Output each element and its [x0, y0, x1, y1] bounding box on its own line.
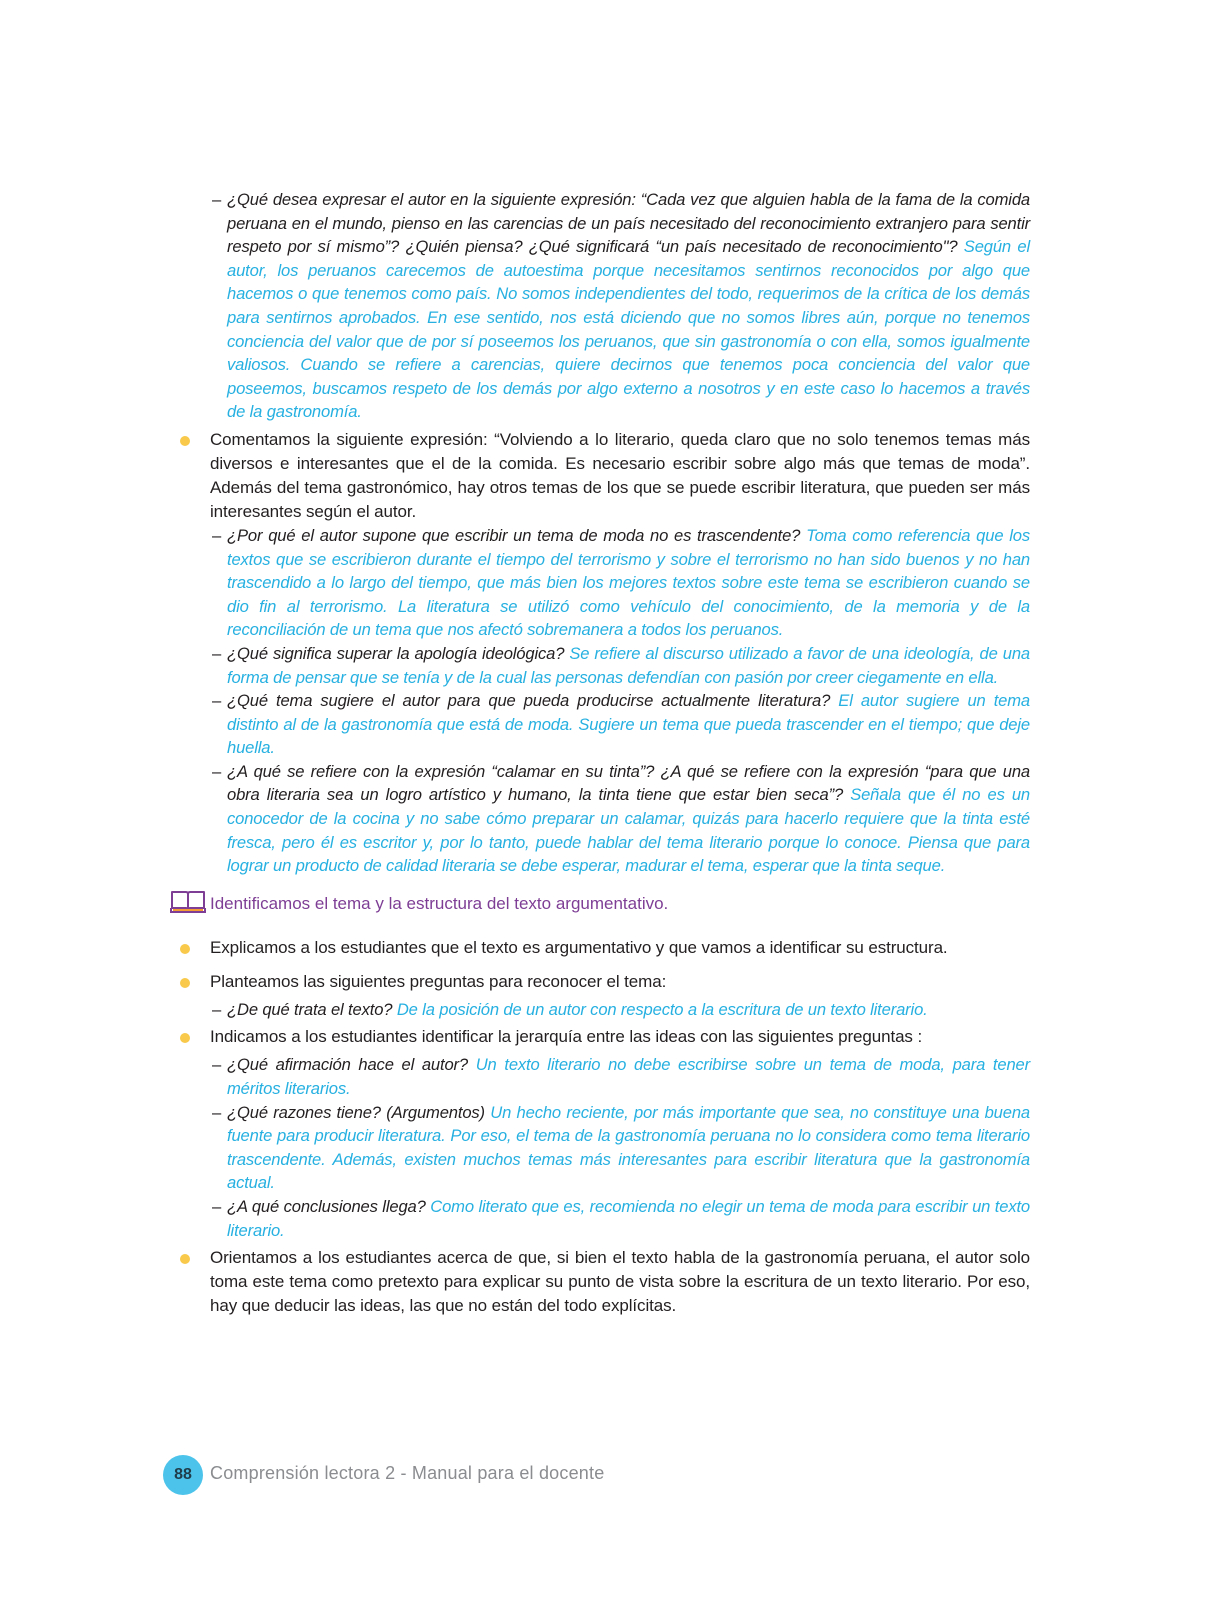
bullet-item [170, 970, 1030, 994]
question-item [170, 1101, 1030, 1195]
bullet-item [170, 1246, 1030, 1318]
question-text: ¿De qué trata el texto? [227, 999, 397, 1019]
open-book-icon [170, 888, 206, 914]
answer-text: De la posición de un autor con respecto a la escritura de un texto literario. [396, 999, 928, 1019]
bullet-text: Comentamos la siguiente expresión: “Volviendo a lo literario, queda claro que no solo tenemos temas más diversos e interesantes que el de la comida. Es necesario escribir sobre algo más que temas de moda”. Además del tema gastronómico, hay otros temas de los que se puede escribir literatura, que pueden ser más interesantes según el autor. [210, 429, 1030, 521]
question-item [170, 1053, 1030, 1100]
bullet-dot-icon [180, 978, 190, 988]
bullet-item [170, 936, 1030, 960]
main-content [170, 188, 1030, 1318]
bullet-item [170, 428, 1030, 524]
question-text: ¿Qué tema sugiere el autor para que pueda producirse actualmente literatura? [227, 691, 839, 711]
question-text: ¿A qué se refiere con la expresión “calamar en su tinta”? ¿A qué se refiere con la expresión “para que una obra literaria sea un logro artístico y humano, la tinta tiene que estar bien seca”? [227, 761, 1030, 805]
bullet-text: Indicamos a los estudiantes identificar la jerarquía entre las ideas con las siguientes preguntas : [210, 1027, 923, 1047]
question-text: ¿Qué afirmación hace el autor? [227, 1055, 476, 1075]
dash-marker: – [212, 525, 222, 545]
answer-text: Un texto literario no debe escribirse sobre un tema de moda, para tener méritos literarios. [227, 1055, 1030, 1099]
answer-text: Se refiere al discurso utilizado a favor de una ideología, de una forma de pensar que se tenía y de la cual las personas defendían con pasión por creer ciegamente en ella. [227, 643, 1030, 687]
question-item [170, 1195, 1030, 1242]
answer-text: Como literato que es, recomienda no elegir un tema de moda para escribir un texto literario. [227, 1197, 1031, 1240]
dash-marker: – [212, 1197, 222, 1216]
question-text: ¿Qué significa superar la apología ideológica? [227, 643, 570, 663]
bullet-dot-icon [180, 1033, 190, 1043]
section-heading [170, 892, 1030, 916]
question-item [170, 188, 1030, 424]
dash-marker: – [212, 1102, 222, 1122]
section-heading-text: Identificamos el tema y la estructura del texto argumentativo. [210, 893, 669, 913]
question-item [170, 998, 1030, 1022]
dash-marker: – [212, 999, 222, 1019]
bullet-item [170, 1025, 1030, 1049]
question-item [170, 760, 1030, 878]
answer-text: Toma como referencia que los textos que se escribieron durante el tiempo del terrorismo y sobre el terrorismo no han sido buenos y no han trascendido a lo largo del tiempo, que más bien los mejores textos sobre este tema se escribieron cuando se dio fin al terrorismo. La literatura se utilizó como vehículo del conocimiento, de la memoria y de la reconciliación de un tema que nos afectó sobremanera a todos los peruanos. [227, 525, 1030, 640]
bullet-text: Explicamos a los estudiantes que el texto es argumentativo y que vamos a identificar su estructura. [210, 937, 948, 957]
question-item [170, 689, 1030, 760]
answer-text: Señala que él no es un conocedor de la cocina y no sabe cómo preparar un calamar, quizás para hacerlo requiere que la tinta esté fresca, pero él es escritor y, por lo tanto, puede hablar del tema literario porque lo conoce. Piensa que para lograr un producto de calidad literaria se debe esperar, madurar el tema, esperar que la tinta seque. [227, 785, 1031, 876]
page-number-badge: 88 [163, 1455, 203, 1495]
answer-text: El autor sugiere un tema distinto al de la gastronomía que está de moda. Sugiere un tema que pueda trascender en el tiempo; que deje huella. [227, 691, 1030, 758]
question-item [170, 642, 1030, 689]
question-text: ¿Por qué el autor supone que escribir un tema de moda no es trascendente? [227, 525, 807, 545]
footer-title: Comprensión lectora 2 - Manual para el docente [210, 1463, 605, 1483]
dash-marker: – [212, 190, 222, 209]
dash-marker: – [212, 691, 222, 711]
bullet-text: Orientamos a los estudiantes acerca de que, si bien el texto habla de la gastronomía peruana, el autor solo toma este tema como pretexto para explicar su punto de vista sobre la escritura de un texto literario. Por eso, hay que deducir las ideas, las que no están del todo explícitas. [210, 1248, 1030, 1316]
dash-marker: – [212, 1055, 222, 1075]
dash-marker: – [212, 761, 222, 781]
bullet-text: Planteamos las siguientes preguntas para reconocer el tema: [210, 971, 667, 991]
question-item [170, 524, 1030, 642]
bullet-dot-icon [180, 436, 190, 446]
bullet-dot-icon [180, 1254, 190, 1264]
question-text: ¿Qué desea expresar el autor en la siguiente expresión: “Cada vez que alguien habla de la fama de la comida peruana en el mundo, pienso en las carencias de un país necesitado del reconocimiento extranjero para sentir respeto por sí mismo”? ¿Quién piensa? ¿Qué significará “un país necesitado de reconocimiento"? [227, 190, 1030, 257]
dash-marker: – [212, 643, 222, 663]
answer-text: Un hecho reciente, por más importante que sea, no constituye una buena fuente para producir literatura. Por eso, el tema de la gastronomía peruana no lo considera como tema literario trascendente. Además, existen muchos temas más interesantes para escribir literatura que la gastronomía actual. [227, 1102, 1031, 1193]
question-text: ¿Qué razones tiene? (Argumentos) [227, 1102, 491, 1122]
question-text: ¿A qué conclusiones llega? [227, 1197, 431, 1216]
answer-text: Según el autor, los peruanos carecemos de autoestima porque necesitamos sentirnos reconocidos por algo que hacemos o que tenemos como país. No somos independientes del todo, requerimos de la crítica de los demás para sentirnos aprobados. En ese sentido, nos está diciendo que no somos libres aún, porque no tenemos conciencia del valor que de por sí poseemos los peruanos, que sin gastronomía o con ella, somos igualmente valiosos. Cuando se refiere a carencias, quiere decirnos que tenemos poca conciencia del valor que poseemos, buscamos respeto de los demás por algo externo a nosotros y en este caso lo hacemos a través de la gastronomía. [227, 237, 1030, 422]
bullet-dot-icon [180, 944, 190, 954]
